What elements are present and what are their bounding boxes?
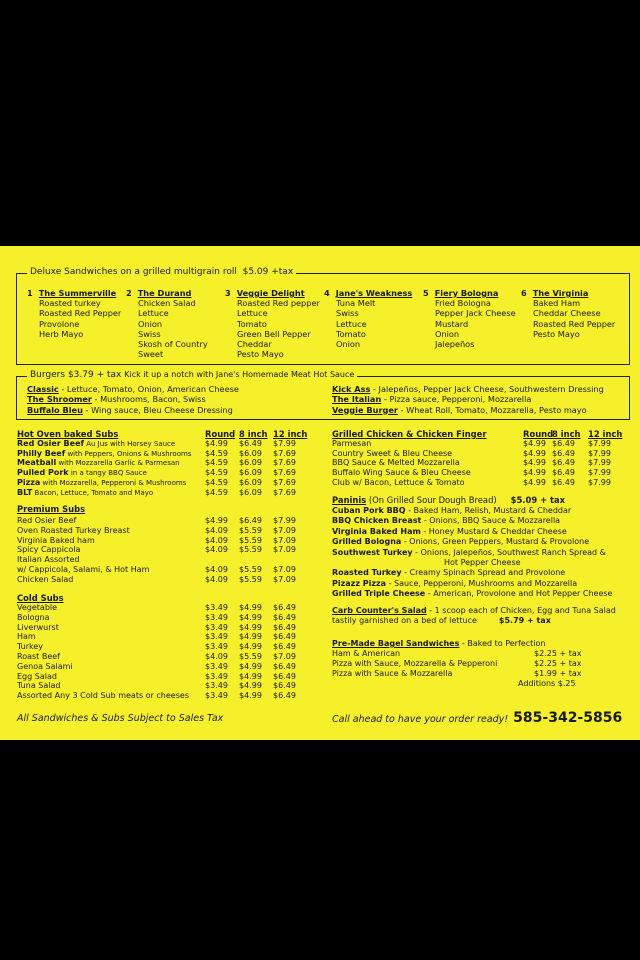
deluxe-item-name bbox=[423, 288, 516, 298]
item-desc: with Mozzarella, Pepperoni & Mushrooms bbox=[40, 479, 187, 487]
panini-name: Roasted Turkey bbox=[332, 568, 402, 578]
panini-item bbox=[332, 506, 571, 516]
burger-name: Veggie Burger bbox=[332, 404, 398, 415]
price: $6.49 bbox=[273, 622, 296, 632]
deluxe-item-number: 1 bbox=[27, 288, 33, 298]
deluxe-item-ingredient: Chicken Salad bbox=[138, 298, 196, 309]
panini-desc: Hot Pepper Cheese bbox=[444, 558, 521, 567]
carb-price: $5.79 + tax bbox=[498, 616, 551, 626]
deluxe-item-ingredient: Sweet bbox=[138, 349, 164, 360]
price: $3.49 bbox=[205, 612, 228, 622]
item-name: Vegetable bbox=[17, 603, 58, 612]
item-desc: with Mozzarella Garlic & Parmesan bbox=[56, 459, 180, 468]
price: $4.99 bbox=[239, 671, 262, 681]
item-name: Chicken Salad bbox=[17, 574, 74, 584]
deluxe-item-ingredient: Tomato bbox=[336, 328, 366, 339]
panini-name: Virginia Baked Ham bbox=[332, 526, 421, 536]
deluxe-item-ingredient: Pesto Mayo bbox=[237, 349, 284, 360]
bagel-additions: Additions $.25 bbox=[518, 679, 576, 689]
deluxe-item bbox=[324, 288, 412, 349]
section-title: Grilled Chicken & Chicken Finger bbox=[332, 429, 487, 439]
table-row bbox=[17, 681, 60, 691]
price: $4.09 bbox=[205, 574, 228, 584]
burger-desc: - Pizza sauce, Pepperoni, Mozzarella bbox=[381, 394, 532, 405]
deluxe-item-ingredient: Pesto Mayo bbox=[533, 328, 580, 339]
deluxe-item-ingredient: Roasted turkey bbox=[39, 298, 101, 309]
item-name: Liverwurst bbox=[17, 622, 59, 632]
item-name: Philly Beef bbox=[17, 448, 66, 458]
item-name: Ham bbox=[17, 632, 36, 642]
deluxe-item-ingredient: Skosh of Country bbox=[138, 339, 208, 350]
table-row bbox=[17, 642, 43, 652]
bagel-subtitle: - Baked to Perfection bbox=[459, 639, 546, 648]
price: $3.49 bbox=[205, 622, 228, 632]
panini-item bbox=[332, 548, 606, 558]
burger-name: Classic bbox=[27, 384, 59, 394]
price: $6.49 bbox=[552, 468, 575, 478]
price: $7.99 bbox=[588, 448, 611, 458]
price: $4.99 bbox=[239, 661, 262, 671]
deluxe-item-ingredient: Green Bell Pepper bbox=[237, 328, 311, 339]
column-header: 12 inch bbox=[273, 429, 308, 439]
price: $7.09 bbox=[273, 545, 296, 555]
item-name: Club w/ Bacon, Lettuce & Tomato bbox=[332, 478, 465, 487]
burgers-right bbox=[332, 384, 604, 415]
item-name: Egg Salad bbox=[17, 671, 57, 681]
deluxe-item-number: 4 bbox=[324, 288, 330, 298]
column-header: Round bbox=[205, 429, 236, 439]
deluxe-item bbox=[423, 288, 516, 349]
section-title: Premium Subs bbox=[17, 504, 86, 514]
phone-number: 585-342-5856 bbox=[513, 710, 623, 726]
item-name: Red Osier Beef bbox=[17, 438, 84, 448]
carb-desc: - 1 scoop each of Chicken, Egg and Tuna Salad bbox=[426, 606, 616, 615]
panini-desc: - Creamy Spinach Spread and Provolone bbox=[401, 568, 566, 578]
burger-item bbox=[27, 405, 239, 415]
burger-item bbox=[27, 394, 239, 404]
deluxe-item-ingredient: Lettuce bbox=[336, 318, 367, 329]
paninis-subtitle: (On Grilled Sour Dough Bread) bbox=[366, 495, 497, 505]
price: $6.49 bbox=[552, 438, 575, 448]
deluxe-item-name bbox=[521, 288, 615, 298]
item-desc: with Peppers, Onions & Mushrooms bbox=[65, 449, 192, 458]
deluxe-price: $5.09 +tax bbox=[242, 267, 294, 277]
price: $7.99 bbox=[588, 478, 611, 487]
deluxe-item-ingredient: Lettuce bbox=[138, 308, 169, 319]
bagel-item: Pizza with Sauce & Mozzarella bbox=[332, 669, 453, 679]
burgers-price: $3.79 + tax bbox=[67, 370, 122, 380]
price: $5.59 bbox=[239, 652, 262, 661]
table-row bbox=[17, 652, 60, 662]
price: $4.59 bbox=[205, 448, 228, 458]
deluxe-item-ingredient: Provolone bbox=[39, 318, 80, 329]
table-row bbox=[17, 575, 73, 585]
burgers-tagline: Kick it up a notch with Jane's Homemade Meat Hot Sauce bbox=[124, 370, 355, 379]
panini-name: Grilled Bologna bbox=[332, 537, 402, 547]
deluxe-item-ingredient: Roasted Red Pepper bbox=[39, 308, 122, 319]
table-row bbox=[17, 565, 149, 575]
bagel-header bbox=[332, 639, 545, 649]
deluxe-item-ingredient: Onion bbox=[435, 328, 460, 339]
price: $4.59 bbox=[205, 468, 228, 478]
price: $4.99 bbox=[523, 448, 546, 458]
deluxe-item bbox=[521, 288, 615, 339]
table-row bbox=[17, 488, 153, 499]
price: $7.69 bbox=[273, 448, 296, 458]
panini-name: Southwest Turkey bbox=[332, 547, 413, 557]
panini-desc: - American, Provolone and Hot Pepper Cheese bbox=[425, 589, 613, 599]
deluxe-item-name bbox=[126, 288, 208, 298]
table-row bbox=[332, 478, 465, 488]
price: $4.99 bbox=[239, 642, 262, 652]
price: $4.99 bbox=[523, 438, 546, 448]
call-ahead bbox=[332, 710, 622, 726]
deluxe-item-name bbox=[225, 288, 320, 298]
price: $4.99 bbox=[239, 622, 262, 632]
price: $7.69 bbox=[273, 468, 296, 478]
deluxe-item-ingredient: Roasted Red Pepper bbox=[533, 318, 616, 329]
deluxe-item-title: The Durand bbox=[137, 288, 192, 298]
paninis-header bbox=[332, 495, 565, 505]
deluxe-item-ingredient: Tomato bbox=[237, 318, 267, 329]
deluxe-item-ingredient: Cheddar Cheese bbox=[533, 308, 601, 319]
item-name: Country Sweet & Bleu Cheese bbox=[332, 448, 453, 458]
price: $3.49 bbox=[205, 661, 228, 671]
carb-salad bbox=[332, 606, 616, 616]
right-tables bbox=[332, 429, 627, 699]
price: $6.49 bbox=[273, 603, 296, 612]
deluxe-header bbox=[27, 267, 296, 277]
price: $6.49 bbox=[552, 458, 575, 468]
price: $4.09 bbox=[205, 525, 228, 535]
burger-desc: - Lettuce, Tomato, Onion, American Cheese bbox=[58, 384, 239, 394]
table-row bbox=[17, 516, 76, 526]
item-name: Red Osier Beef bbox=[17, 516, 77, 525]
item-name: BLT bbox=[17, 487, 33, 497]
bagel-title: Pre-Made Bagel Sandwiches bbox=[332, 639, 460, 648]
price: $6.49 bbox=[239, 516, 262, 525]
table-row bbox=[17, 691, 189, 701]
price: $7.99 bbox=[273, 516, 296, 525]
price: $6.49 bbox=[273, 671, 296, 681]
bagel-item: Ham & American bbox=[332, 649, 401, 659]
deluxe-item-ingredient: Baked Ham bbox=[533, 298, 581, 309]
panini-item bbox=[332, 537, 589, 547]
panini-desc: - Onions, Jalepeños, Southwest Ranch Spread & bbox=[412, 547, 606, 557]
panini-desc: - Onions, Green Peppers, Mustard & Provolone bbox=[401, 537, 590, 547]
price: $7.09 bbox=[273, 535, 296, 545]
deluxe-item-ingredient: Tuna Melt bbox=[336, 298, 376, 309]
bagel-price: $1.99 + tax bbox=[534, 669, 582, 679]
panini-desc: - Honey Mustard & Cheddar Cheese bbox=[420, 526, 567, 536]
deluxe-title: Deluxe Sandwiches bbox=[30, 267, 118, 277]
price: $3.49 bbox=[205, 642, 228, 652]
deluxe-item-title: Fiery Bologna bbox=[434, 288, 499, 298]
deluxe-item-ingredient: Jalepeños bbox=[435, 339, 475, 350]
deluxe-item-title: Veggie Delight bbox=[236, 288, 305, 298]
panini-name: BBQ Chicken Breast bbox=[332, 516, 422, 526]
price: $6.49 bbox=[273, 681, 296, 691]
burger-name: The Italian bbox=[332, 394, 382, 405]
item-name: Bologna bbox=[17, 612, 50, 622]
deluxe-item bbox=[27, 288, 121, 339]
price: $6.09 bbox=[239, 468, 262, 478]
deluxe-item-ingredient: Roasted Red pepper bbox=[237, 298, 320, 309]
section-title: Hot Oven baked Subs bbox=[17, 429, 119, 439]
panini-item bbox=[332, 579, 577, 589]
price: $7.09 bbox=[273, 565, 296, 574]
table-row bbox=[17, 672, 57, 682]
price: $3.49 bbox=[205, 632, 228, 642]
price: $4.99 bbox=[205, 438, 228, 448]
item-name: Meatball bbox=[17, 458, 57, 468]
panini-name: Grilled Triple Cheese bbox=[332, 589, 426, 599]
price: $6.49 bbox=[552, 448, 575, 458]
panini-name: Pizazz Pizza bbox=[332, 578, 387, 588]
price: $7.99 bbox=[588, 468, 611, 478]
price: $7.99 bbox=[588, 458, 611, 468]
price: $5.59 bbox=[239, 535, 262, 545]
deluxe-item-ingredient: Herb Mayo bbox=[39, 328, 84, 339]
deluxe-item-number: 6 bbox=[521, 288, 527, 298]
price: $4.99 bbox=[239, 632, 262, 642]
left-tables bbox=[17, 429, 317, 699]
table-row bbox=[332, 458, 460, 468]
section-title: Cold Subs bbox=[17, 593, 64, 603]
table-row bbox=[17, 545, 80, 555]
price: $4.99 bbox=[239, 681, 262, 691]
price: $6.09 bbox=[239, 458, 262, 468]
table-row bbox=[17, 603, 57, 613]
price: $7.09 bbox=[273, 574, 296, 584]
table-row bbox=[17, 623, 59, 633]
deluxe-item-ingredient: Pepper Jack Cheese bbox=[435, 308, 516, 319]
price: $6.09 bbox=[239, 478, 262, 487]
price: $6.49 bbox=[239, 438, 262, 448]
panini-item bbox=[332, 516, 560, 526]
burger-desc: - Wheat Roll, Tomato, Mozzarella, Pesto mayo bbox=[397, 404, 587, 415]
item-name: Pizza bbox=[17, 478, 41, 487]
item-name: Turkey bbox=[17, 642, 44, 652]
price: $7.99 bbox=[588, 438, 611, 448]
table-row bbox=[17, 526, 130, 536]
burger-item bbox=[27, 384, 239, 394]
price: $4.99 bbox=[523, 478, 546, 487]
paninis-title: Paninis bbox=[332, 495, 367, 505]
deluxe-item-ingredient: Onion bbox=[336, 339, 361, 350]
price: $7.09 bbox=[273, 525, 296, 535]
item-desc: Au Jus with Horsey Sauce bbox=[84, 439, 176, 448]
price: $4.99 bbox=[239, 603, 262, 612]
burger-desc: - Mushrooms, Bacon, Swiss bbox=[91, 394, 206, 405]
burgers-left bbox=[27, 384, 239, 415]
price: $3.49 bbox=[205, 671, 228, 681]
price: $7.09 bbox=[273, 652, 296, 661]
price: $5.59 bbox=[239, 565, 262, 574]
price: $4.99 bbox=[239, 691, 262, 701]
price: $7.69 bbox=[273, 458, 296, 468]
column-header: 8 inch bbox=[239, 429, 268, 439]
tax-note: All Sandwiches & Subs Subject to Sales Tax bbox=[17, 713, 224, 724]
table-row bbox=[17, 632, 36, 642]
carb-desc2: tastily garnished on a bed of lettuce bbox=[332, 616, 477, 626]
column-header: Round bbox=[523, 429, 554, 439]
burger-desc: - Wing sauce, Bleu Cheese Dressing bbox=[82, 404, 233, 415]
price: $4.59 bbox=[205, 458, 228, 468]
bagel-price: $2.25 + tax bbox=[534, 659, 582, 669]
deluxe-item-number: 2 bbox=[126, 288, 132, 298]
deluxe-item-ingredient: Lettuce bbox=[237, 308, 268, 319]
price: $4.59 bbox=[205, 478, 228, 487]
price: $4.09 bbox=[205, 652, 228, 661]
burgers-title: Burgers bbox=[30, 370, 66, 380]
table-row bbox=[332, 468, 471, 478]
call-text: Call ahead to have your order ready! bbox=[332, 714, 509, 725]
burger-name: The Shroomer bbox=[27, 394, 92, 405]
item-desc: in a tangy BBQ Sauce bbox=[68, 469, 147, 478]
panini-item bbox=[332, 568, 565, 578]
deluxe-subtitle: on a grilled multigrain roll bbox=[120, 267, 237, 277]
price: $5.59 bbox=[239, 525, 262, 535]
price: $5.59 bbox=[239, 574, 262, 584]
item-name: Genoa Salami bbox=[17, 661, 73, 671]
item-name: Tuna Salad bbox=[17, 681, 61, 691]
item-name: Roast Beef bbox=[17, 652, 60, 661]
price: $6.09 bbox=[239, 448, 262, 458]
price: $7.99 bbox=[273, 438, 296, 448]
paninis-price: $5.09 + tax bbox=[510, 495, 566, 505]
price: $6.49 bbox=[273, 661, 296, 671]
burgers-header bbox=[27, 370, 357, 380]
panini-item bbox=[332, 589, 612, 599]
burger-name: Buffalo Bleu bbox=[27, 404, 83, 415]
price: $6.09 bbox=[239, 487, 262, 497]
deluxe-item-name bbox=[27, 288, 121, 298]
bagel-price: $2.25 + tax bbox=[534, 649, 582, 659]
deluxe-item bbox=[126, 288, 208, 359]
price: $3.49 bbox=[205, 691, 228, 701]
item-name: Pulled Pork bbox=[17, 468, 69, 478]
price: $6.49 bbox=[273, 642, 296, 652]
price: $6.49 bbox=[273, 691, 296, 701]
carb-line2 bbox=[332, 616, 551, 626]
item-desc: Bacon, Lettuce, Tomato and Mayo bbox=[32, 488, 154, 497]
deluxe-item-ingredient: Swiss bbox=[336, 308, 359, 319]
burger-name: Kick Ass bbox=[332, 384, 371, 394]
burger-desc: - Jalepeños, Pepper Jack Cheese, Southwestern Dressing bbox=[370, 384, 604, 394]
price: $4.59 bbox=[205, 487, 228, 497]
table-row bbox=[17, 536, 95, 546]
deluxe-item-number: 5 bbox=[423, 288, 429, 298]
price: $5.59 bbox=[239, 545, 262, 555]
price: $4.09 bbox=[205, 565, 228, 574]
deluxe-item-ingredient: Mustard bbox=[435, 318, 469, 329]
panini-item bbox=[332, 527, 567, 537]
price: $6.49 bbox=[273, 632, 296, 642]
panini-name: Cuban Pork BBQ bbox=[332, 506, 406, 515]
item-name: BBQ Sauce & Melted Mozzarella bbox=[332, 458, 460, 468]
table-row bbox=[17, 555, 80, 565]
deluxe-item-title: The Summerville bbox=[38, 288, 117, 298]
price: $4.99 bbox=[523, 458, 546, 468]
table-row bbox=[332, 449, 452, 459]
item-name: w/ Cappicola, Salami, & Hot Ham bbox=[17, 565, 150, 574]
deluxe-item-ingredient: Fried Bologna bbox=[435, 298, 491, 309]
price: $4.99 bbox=[205, 516, 228, 525]
deluxe-item-ingredient: Cheddar bbox=[237, 339, 272, 350]
item-name: Parmesan bbox=[332, 438, 372, 448]
panini-item bbox=[444, 558, 521, 568]
burger-item bbox=[332, 384, 604, 394]
panini-desc: - Baked Ham, Relish, Mustard & Cheddar bbox=[405, 506, 572, 515]
deluxe-item-ingredient: Swiss bbox=[138, 328, 161, 339]
panini-desc: - Onions, BBQ Sauce & Mozzarella bbox=[421, 516, 561, 526]
item-name: Virginia Baked ham bbox=[17, 535, 95, 545]
deluxe-item-name bbox=[324, 288, 412, 298]
item-name: Italian Assorted bbox=[17, 555, 80, 565]
panini-desc: - Sauce, Pepperoni, Mushrooms and Mozzarella bbox=[386, 578, 578, 588]
item-name: Oven Roasted Turkey Breast bbox=[17, 525, 130, 535]
carb-title: Carb Counter's Salad bbox=[332, 606, 427, 615]
deluxe-item bbox=[225, 288, 320, 359]
price: $4.09 bbox=[205, 545, 228, 555]
burger-item bbox=[332, 405, 604, 415]
column-header: 8 inch bbox=[552, 429, 581, 439]
price: $7.69 bbox=[273, 487, 296, 497]
price: $4.99 bbox=[523, 468, 546, 478]
deluxe-item-ingredient: Onion bbox=[138, 318, 163, 329]
table-row bbox=[17, 662, 73, 672]
price: $6.49 bbox=[273, 612, 296, 622]
deluxe-item-number: 3 bbox=[225, 288, 231, 298]
item-name: Assorted Any 3 Cold Sub meats or cheeses bbox=[17, 691, 189, 701]
price: $4.09 bbox=[205, 535, 228, 545]
table-row bbox=[332, 439, 371, 449]
price: $3.49 bbox=[205, 681, 228, 691]
deluxe-item-title: The Virginia bbox=[532, 288, 589, 298]
menu-page bbox=[0, 246, 640, 740]
item-name: Spicy Cappicola bbox=[17, 545, 81, 555]
deluxe-item-title: Jane's Weakness bbox=[335, 288, 413, 298]
bagel-item: Pizza with Sauce, Mozzarella & Pepperoni bbox=[332, 659, 498, 669]
price: $4.99 bbox=[239, 612, 262, 622]
burger-item bbox=[332, 394, 604, 404]
item-name: Buffalo Wing Sauce & Bleu Cheese bbox=[332, 468, 471, 478]
price: $3.49 bbox=[205, 603, 228, 612]
price: $6.49 bbox=[552, 478, 575, 487]
price: $7.69 bbox=[273, 478, 296, 487]
column-header: 12 inch bbox=[588, 429, 623, 439]
table-row bbox=[17, 613, 50, 623]
